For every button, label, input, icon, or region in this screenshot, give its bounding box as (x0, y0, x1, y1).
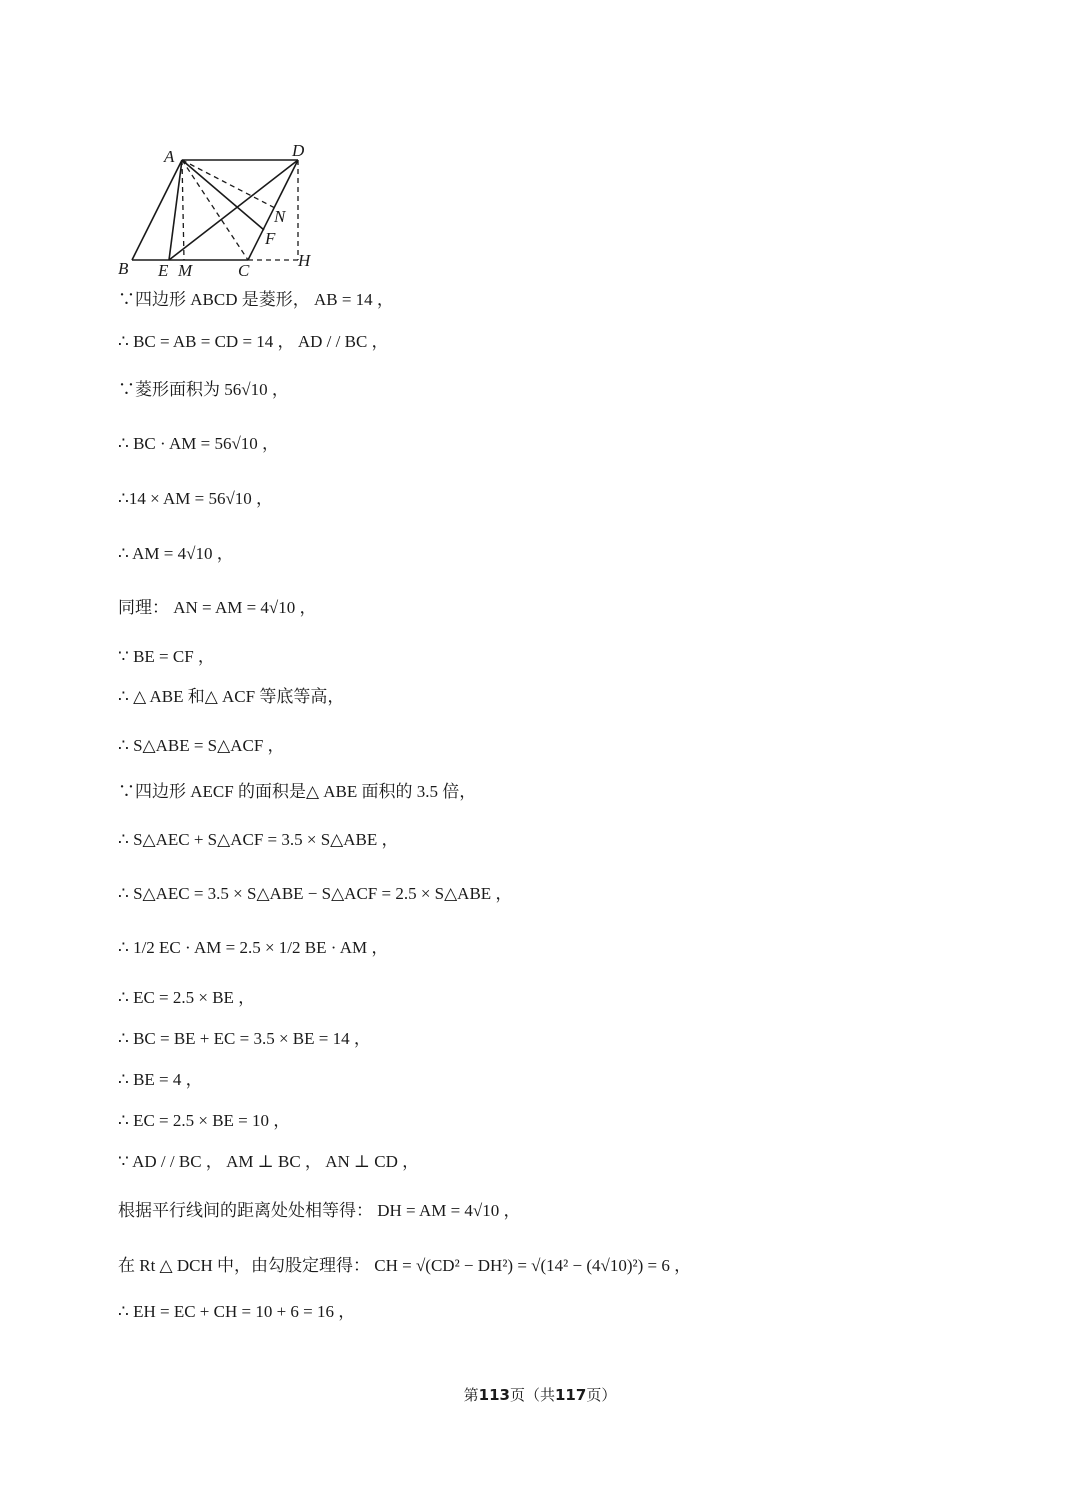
label-n: N (274, 207, 286, 226)
proof-line: ∴ BC · AM = 56√10 ， (118, 434, 280, 453)
footer-suffix: 页） (586, 1386, 617, 1404)
proof-line: ∴ S△ABE = S△ACF ， (118, 736, 285, 755)
proof-line: ∴14 × AM = 56√10 ， (118, 489, 274, 508)
proof-line: ∴ S△AEC = 3.5 × S△ABE − S△ACF = 2.5 × S△ABE ， (118, 884, 513, 903)
proof-line: ∴ EC = 2.5 × BE ， (118, 988, 256, 1007)
proof-line: ∵四边形 AECF 的面积是△ ABE 面积的 3.5 倍， (118, 782, 477, 801)
proof-line: ∵ BE = CF ， (118, 647, 215, 666)
proof-line: ∴ BC = AB = CD = 14 ， AD / / BC ， (118, 332, 389, 351)
label-b: B (118, 259, 129, 278)
edge-ab (132, 160, 182, 260)
proof-line: ∴ BE = 4 ， (118, 1070, 203, 1089)
label-m: M (178, 261, 193, 280)
footer-middle: 页（共 (509, 1386, 555, 1404)
footer-prefix: 第 (463, 1386, 479, 1404)
proof-line: ∴ AM = 4√10 ， (118, 544, 234, 563)
segment-ac (182, 160, 248, 260)
segment-an (182, 160, 275, 208)
label-h: H (298, 251, 311, 270)
label-d: D (292, 141, 305, 160)
rhombus-figure (112, 140, 332, 280)
page-footer (0, 1385, 1080, 1405)
proof-line: ∴ 1/2 EC · AM = 2.5 × 1/2 BE · AM ， (118, 938, 389, 957)
proof-line: ∵ AD / / BC ， AM ⊥ BC ， AN ⊥ CD ， (118, 1152, 420, 1171)
segment-ae (169, 160, 182, 260)
proof-line: ∵菱形面积为 56√10 ， (118, 380, 289, 399)
proof-line: ∴ EC = 2.5 × BE = 10 ， (118, 1111, 291, 1130)
proof-line: ∴ △ ABE 和△ ACF 等底等高， (118, 687, 345, 706)
proof-line: 在 Rt △ DCH 中，由勾股定理得： CH = √(CD² − DH²) = √(14² − (4√10)²) = 6 ， (118, 1256, 692, 1275)
total-page-number: 117 (555, 1386, 587, 1404)
label-a: A (164, 147, 175, 166)
label-f: F (265, 229, 276, 248)
proof-line: ∴ BC = BE + EC = 3.5 × BE = 14 ， (118, 1029, 371, 1048)
proof-line: ∴ S△AEC + S△ACF = 3.5 × S△ABE ， (118, 830, 399, 849)
label-c: C (238, 261, 250, 280)
proof-line: ∵四边形 ABCD 是菱形， AB = 14 ， (118, 290, 394, 309)
segment-am (182, 160, 184, 260)
label-e: E (158, 261, 169, 280)
proof-line: 根据平行线间的距离处处相等得： DH = AM = 4√10 ， (118, 1201, 521, 1220)
proof-line: ∴ EH = EC + CH = 10 + 6 = 16 ， (118, 1302, 356, 1321)
proof-line: 同理： AN = AM = 4√10 ， (118, 598, 317, 617)
current-page-number: 113 (478, 1386, 510, 1404)
